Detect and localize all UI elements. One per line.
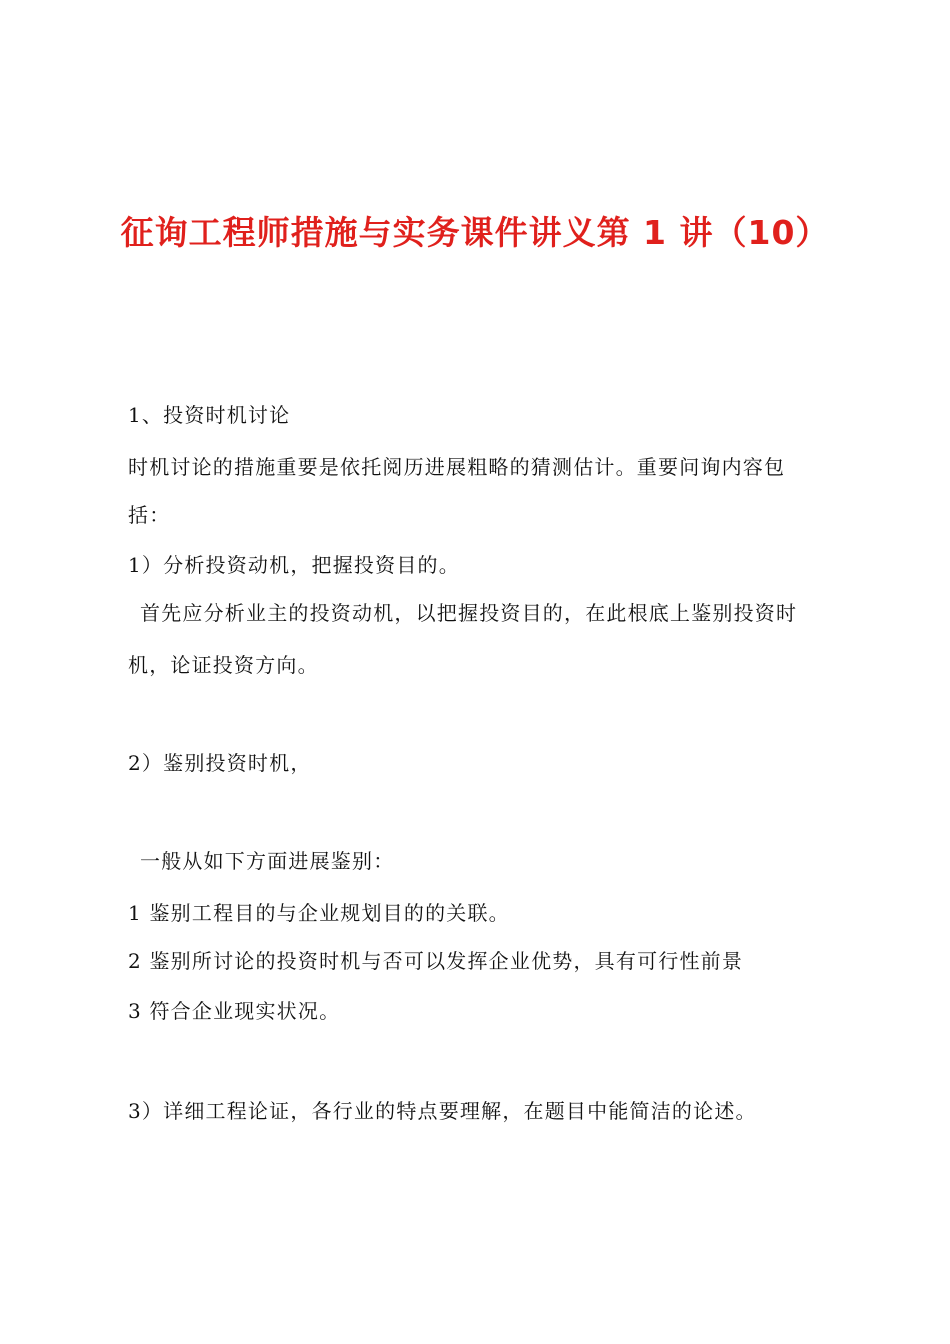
list-item-2: 2）鉴别投资时机，: [128, 751, 312, 775]
paragraph-line: 时机讨论的措施重要是依托阅历进展粗略的猜测估计。重要问询内容包: [128, 455, 786, 479]
sub-item-2: 2 鉴别所讨论的投资时机与否可以发挥企业优势，具有可行性前景: [128, 949, 744, 973]
sub-item-3: 3 符合企业现实状况。: [128, 999, 341, 1023]
list-item-1: 1）分析投资动机，把握投资目的。: [128, 553, 460, 577]
sub-item-1: 1 鉴别工程目的与企业规划目的的关联。: [128, 901, 510, 925]
document-title: 征询工程师措施与实务课件讲义第 1 讲（10）: [120, 213, 830, 252]
paragraph-line: 括：: [128, 503, 171, 527]
paragraph-line: 机，论证投资方向。: [128, 653, 319, 677]
paragraph-line: 一般从如下方面进展鉴别：: [140, 849, 395, 873]
paragraph-line: 首先应分析业主的投资动机，以把握投资目的，在此根底上鉴别投资时: [140, 601, 798, 625]
list-item-3: 3）详细工程论证，各行业的特点要理解，在题目中能简洁的论述。: [128, 1099, 757, 1123]
section-heading-1: 1、投资时机讨论: [128, 403, 291, 427]
